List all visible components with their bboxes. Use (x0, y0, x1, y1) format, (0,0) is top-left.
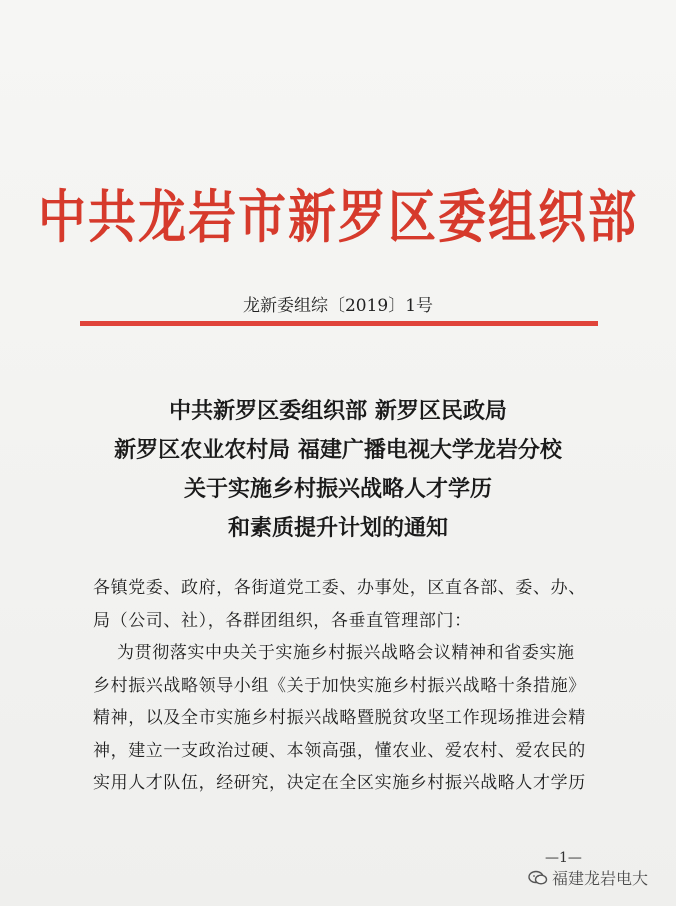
body-line: 实用人才队伍，经研究，决定在全区实施乡村振兴战略人才学历 (93, 773, 586, 793)
notice-body (93, 572, 613, 800)
issuing-organization-header: 中共龙岩市新罗区委组织部 (37, 184, 638, 251)
body-line: 局（公司、社），各群团组织，各垂直管理部门： (93, 610, 472, 631)
body-line: 精神，以及全市实施乡村振兴战略暨脱贫攻坚工作现场推进会精 (93, 708, 586, 728)
wechat-watermark (528, 866, 648, 889)
red-divider-line (80, 321, 598, 326)
body-line: 乡村振兴战略领导小组《关于加快实施乡村振兴战略十条措施》 (93, 675, 586, 696)
notice-title-line: 关于实施乡村振兴战略人才学历 (183, 476, 492, 502)
notice-title (0, 392, 676, 548)
body-line: 神，建立一支政治过硬、本领高强，懂农业、爱农村、爱农民的 (93, 740, 586, 761)
notice-title-line: 和素质提升计划的通知 (227, 515, 448, 541)
document-number: 龙新委组综〔2019〕1号 (242, 296, 434, 316)
page-number: —1— (545, 850, 582, 866)
notice-title-line: 中共新罗区委组织部 新罗区民政局 (169, 398, 507, 424)
body-line: 各镇党委、政府，各街道党工委、办事处，区直各部、委、办、 (93, 578, 586, 598)
watermark-text: 福建龙岩电大 (552, 869, 649, 888)
notice-title-line: 新罗区农业农村局 福建广播电视大学龙岩分校 (114, 437, 562, 463)
wechat-official-account-icon (528, 870, 548, 886)
body-line: 为贯彻落实中央关于实施乡村振兴战略会议精神和省委实施 (93, 643, 575, 663)
